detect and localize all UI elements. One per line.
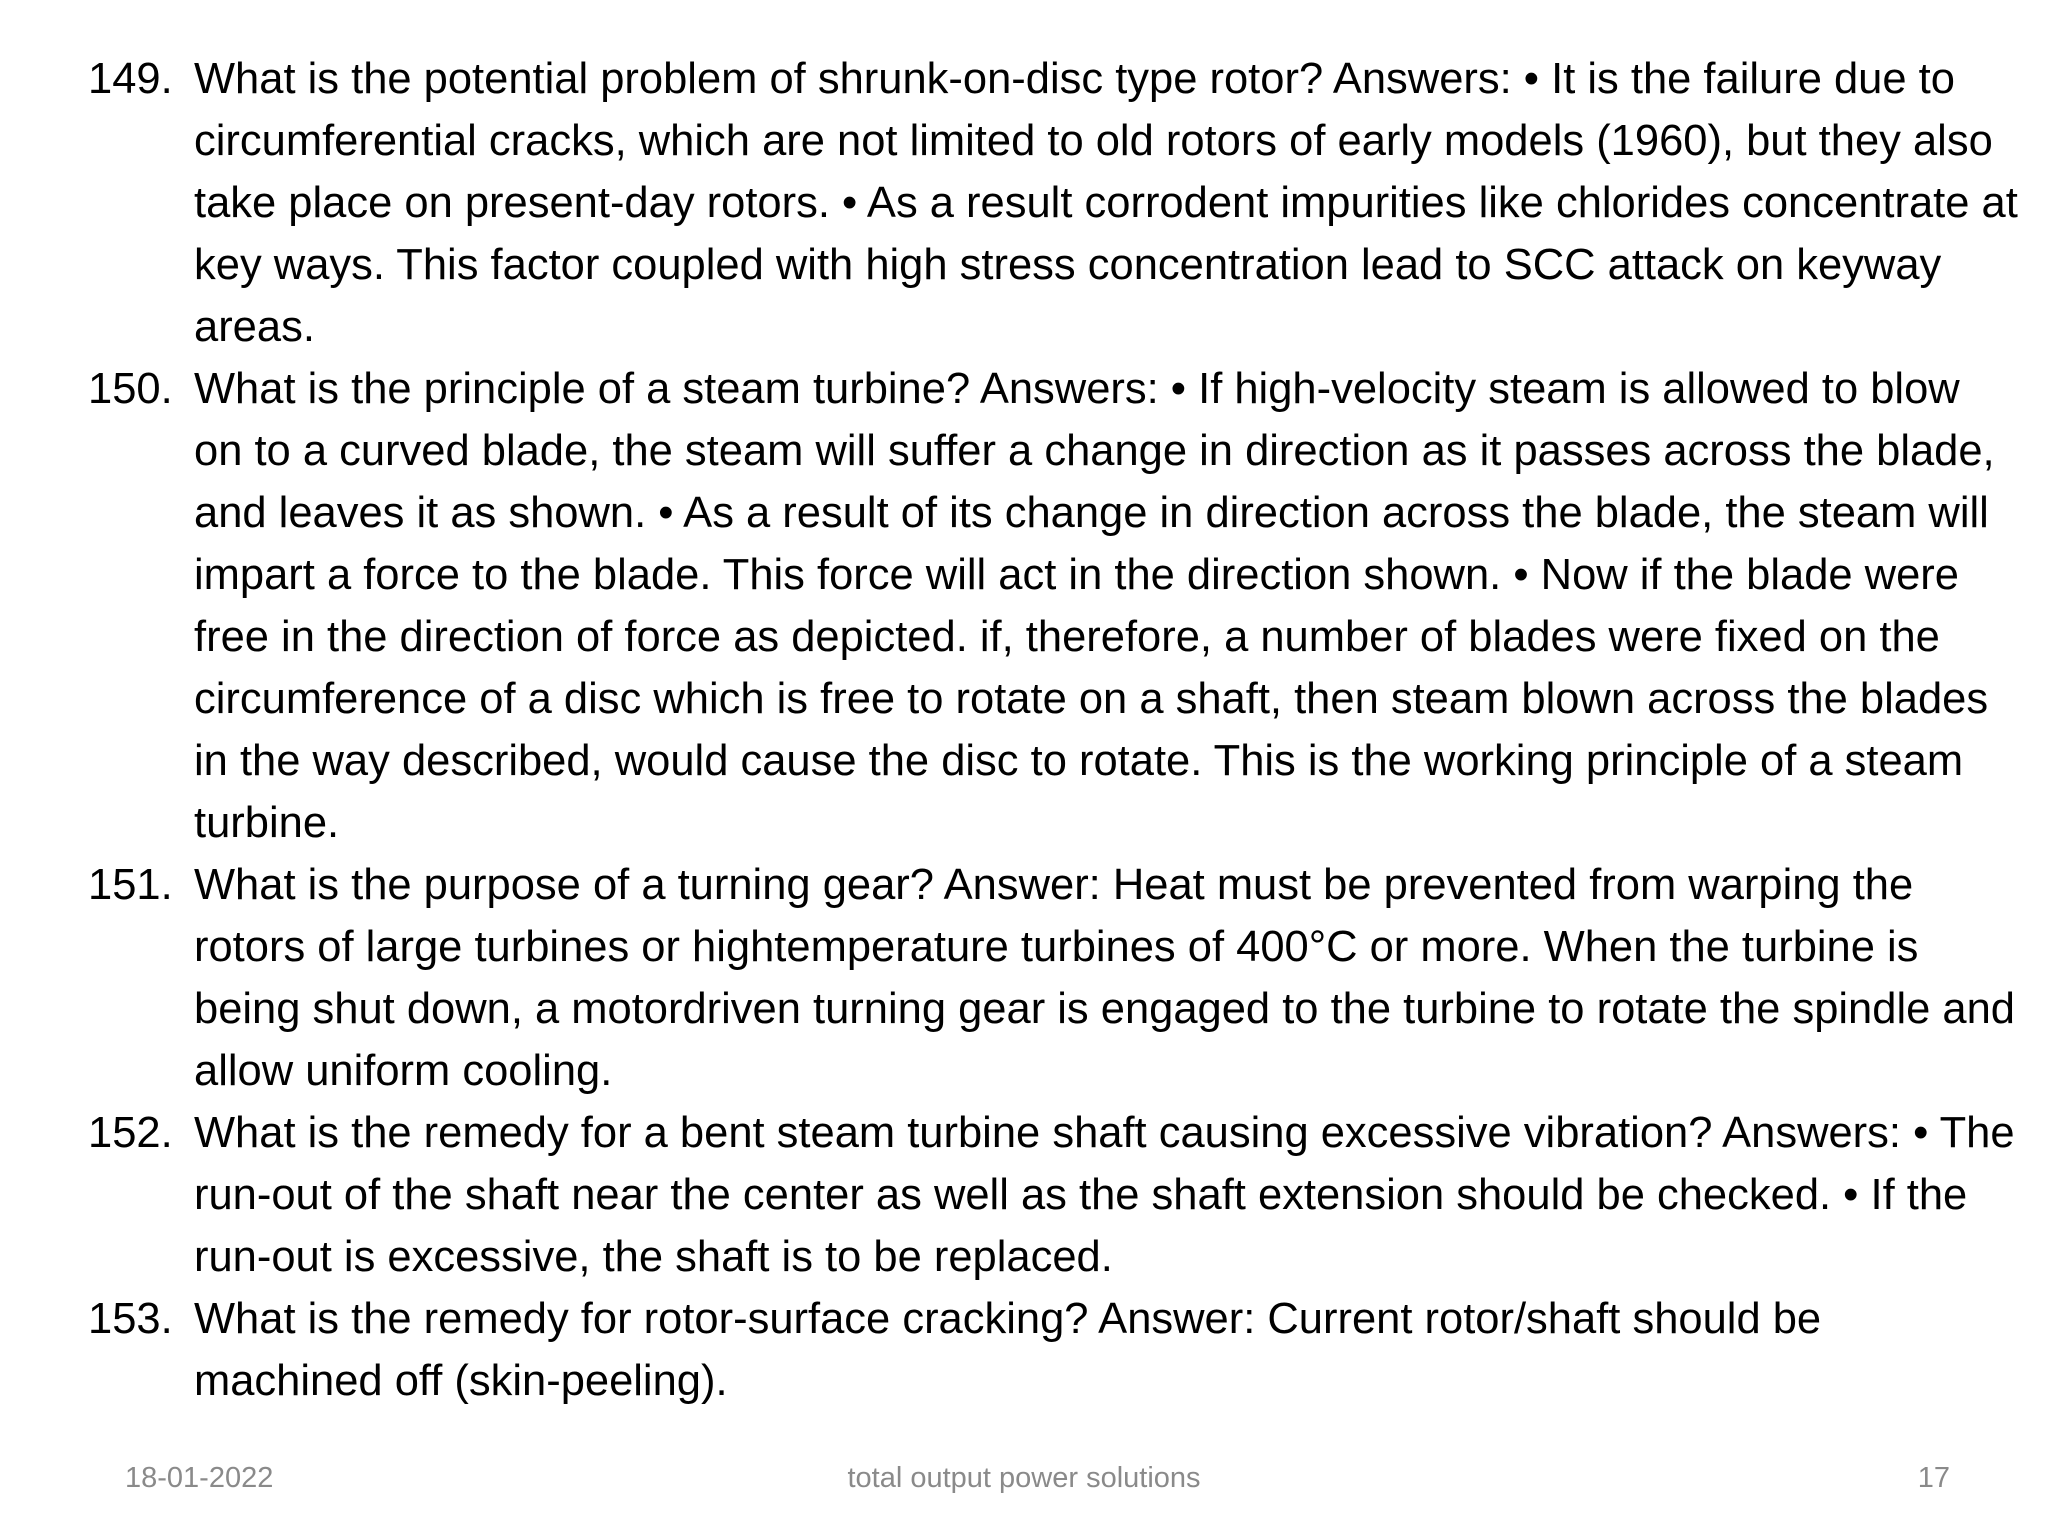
page-number: 17	[1917, 1462, 1950, 1494]
footer-title: total output power solutions	[847, 1462, 1201, 1494]
item-number: 150.	[88, 365, 173, 413]
slide-body	[88, 48, 2018, 1412]
item-text: What is the remedy for a bent steam turbine shaft causing excessive vibration? Answers: • The run-out of the shaft near the center as well as the shaft extension should be checked. • If the run-out is excessive, the shaft is to be replaced.	[194, 1109, 2015, 1281]
footer-date: 18-01-2022	[125, 1462, 274, 1494]
qa-item-151	[88, 854, 2018, 1102]
qa-item-152	[88, 1102, 2018, 1288]
item-number: 151.	[88, 861, 173, 909]
item-number: 153.	[88, 1295, 173, 1343]
item-text: What is the remedy for rotor-surface cracking? Answer: Current rotor/shaft should be machined off (skin-peeling).	[194, 1295, 1822, 1405]
item-text: What is the potential problem of shrunk-on-disc type rotor? Answers: • It is the failure due to circumferential cracks, which are not limited to old rotors of early models (1960), but they also take place on present-day rotors. • As a result corrodent impurities like chlorides concentrate at key ways. This factor coupled with high stress concentration lead to SCC attack on keyway areas.	[194, 55, 2018, 351]
qa-list	[88, 48, 2018, 1412]
item-text: What is the principle of a steam turbine? Answers: • If high-velocity steam is allowed to blow on to a curved blade, the steam will suffer a change in direction as it passes across the blade, and leaves it as shown. • As a result of its change in direction across the blade, the steam will impart a force to the blade. This force will act in the direction shown. • Now if the blade were free in the direction of force as depicted. if, therefore, a number of blades were fixed on the circumference of a disc which is free to rotate on a shaft, then steam blown across the blades in the way described, would cause the disc to rotate. This is the working principle of a steam turbine.	[194, 365, 1995, 847]
qa-item-150	[88, 358, 2018, 854]
item-text: What is the purpose of a turning gear? Answer: Heat must be prevented from warping the rotors of large turbines or hightemperature turbines of 400°C or more. When the turbine is being shut down, a motordriven turning gear is engaged to the turbine to rotate the spindle and allow uniform cooling.	[194, 861, 2015, 1095]
qa-item-149	[88, 48, 2018, 358]
item-number: 149.	[88, 55, 173, 103]
item-number: 152.	[88, 1109, 173, 1157]
qa-item-153	[88, 1288, 2018, 1412]
